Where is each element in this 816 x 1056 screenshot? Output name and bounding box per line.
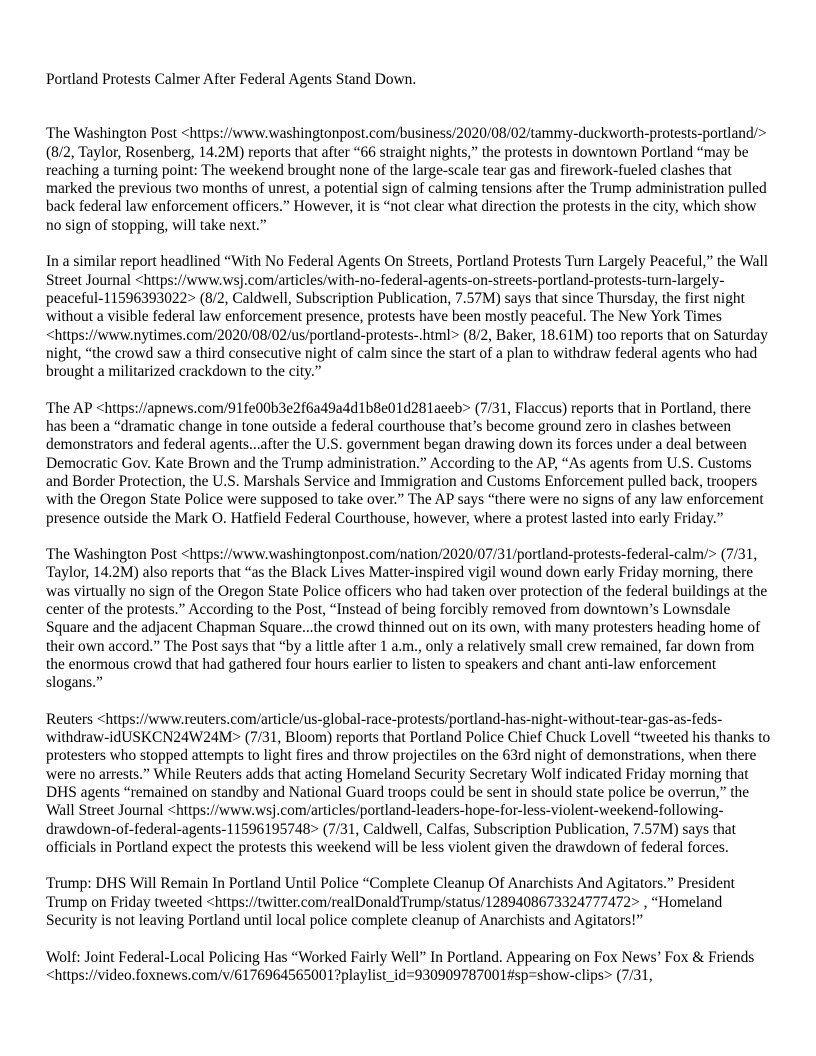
document-page xyxy=(46,71,774,1004)
paragraph-washington-post-aug2: The Washington Post <https://www.washingtonpost.com/business/2020/08/02/tammy-duckworth-protests-portland/> (8/2, Taylor, Rosenberg, 14.2M) reports that after “66 straight nights,” the protests in downtown Portland “may be reaching a turning point: The weekend brought none of the large-scale tear gas and firework-fueled clashes that marked the previous two months of unrest, a potential sign of calming tensions after the Trump administration pulled back federal law enforcement officers.” However, it is “not clear what direction the protests in the city, which show no sign of stopping, will take next.” xyxy=(46,125,767,234)
paragraph-wsj-nyt: In a similar report headlined “With No Federal Agents On Streets, Portland Protests Turn Largely Peaceful,” the Wall Street Journal <https://www.wsj.com/articles/with-no-federal-agents-on-streets-portland-protests-turn-largely-peaceful-11596393022> (8/2, Caldwell, Subscription Publication, 7.57M) says that since Thursday, the first night without a visible federal law enforcement presence, protests have been mostly peaceful. The New York Times <https://www.nytimes.com/2020/08/02/us/portland-protests-.html> (8/2, Baker, 18.61M) too reports that on Saturday night, “the crowd saw a third consecutive night of calm since the start of a plan to withdraw federal agents who had brought a militarized crackdown to the city.” xyxy=(46,253,769,381)
paragraph-ap: The AP <https://apnews.com/91fe00b3e2f6a49a4d1b8e01d281aeeb> (7/31, Flaccus) reports that in Portland, there has been a “dramatic change in tone outside a federal courthouse that’s become ground zero in clashes between demonstrators and federal agents...after the U.S. government began drawing down its forces under a deal between Democratic Gov. Kate Brown and the Trump administration.” According to the AP, “As agents from U.S. Customs and Border Protection, the U.S. Marshals Service and Immigration and Customs Enforcement pulled back, troopers with the Oregon State Police were supposed to take over.” The AP says “there were no signs of any law enforcement presence outside the Mark O. Hatfield Federal Courthouse, however, where a protest lasted into early Friday.” xyxy=(46,399,764,527)
article-title: Portland Protests Calmer After Federal Agents Stand Down. xyxy=(46,71,417,88)
paragraph-trump-dhs: Trump: DHS Will Remain In Portland Until Police “Complete Cleanup Of Anarchists And Agitators.” President Trump on Friday tweeted <https://twitter.com/realDonaldTrump/status/1289408673324777472> , “Homeland Security is not leaving Portland until local police complete cleanup of Anarchists and Agitators!” xyxy=(46,875,735,930)
paragraph-washington-post-jul31: The Washington Post <https://www.washingtonpost.com/nation/2020/07/31/portland-protests-federal-calm/> (7/31, Taylor, 14.2M) also reports that “as the Black Lives Matter-inspired vigil wound down early Friday morning, there was virtually no sign of the Oregon State Police officers who had taken over protection of the federal buildings at the center of the protests.” According to the Post, “Instead of being forcibly removed from downtown’s Lownsdale Square and the adjacent Chapman Square...the crowd thinned out on its own, with many protesters heading home of their own accord.” The Post says that “by a little after 1 a.m., only a relatively small crew remained, far down from the enormous crowd that had gathered four hours earlier to listen to speakers and chant anti-law enforcement slogans.” xyxy=(46,546,768,692)
paragraph-wolf: Wolf: Joint Federal-Local Policing Has “Worked Fairly Well” In Portland. Appearing on Fox News’ Fox & Friends <https://video.foxnews.com/v/6176964565001?playlist_id=930909787001#sp=show-clips> (7/31, xyxy=(46,948,755,984)
paragraph-reuters: Reuters <https://www.reuters.com/article/us-global-race-protests/portland-has-night-without-tear-gas-as-feds-withdraw-idUSKCN24W24M> (7/31, Bloom) reports that Portland Police Chief Chuck Lovell “tweeted his thanks to protesters who stopped attempts to light fires and throw projectiles on the 63rd night of demonstrations, when there were no arrests.” While Reuters adds that acting Homeland Security Secretary Wolf indicated Friday morning that DHS agents “remained on standby and National Guard troops could be sent in should state police be overrun,” the Wall Street Journal <https://www.wsj.com/articles/portland-leaders-hope-for-less-violent-weekend-following-drawdown-of-federal-agents-11596195748> (7/31, Caldwell, Calfas, Subscription Publication, 7.57M) says that officials in Portland expect the protests this weekend will be less violent given the drawdown of federal forces. xyxy=(46,710,771,856)
